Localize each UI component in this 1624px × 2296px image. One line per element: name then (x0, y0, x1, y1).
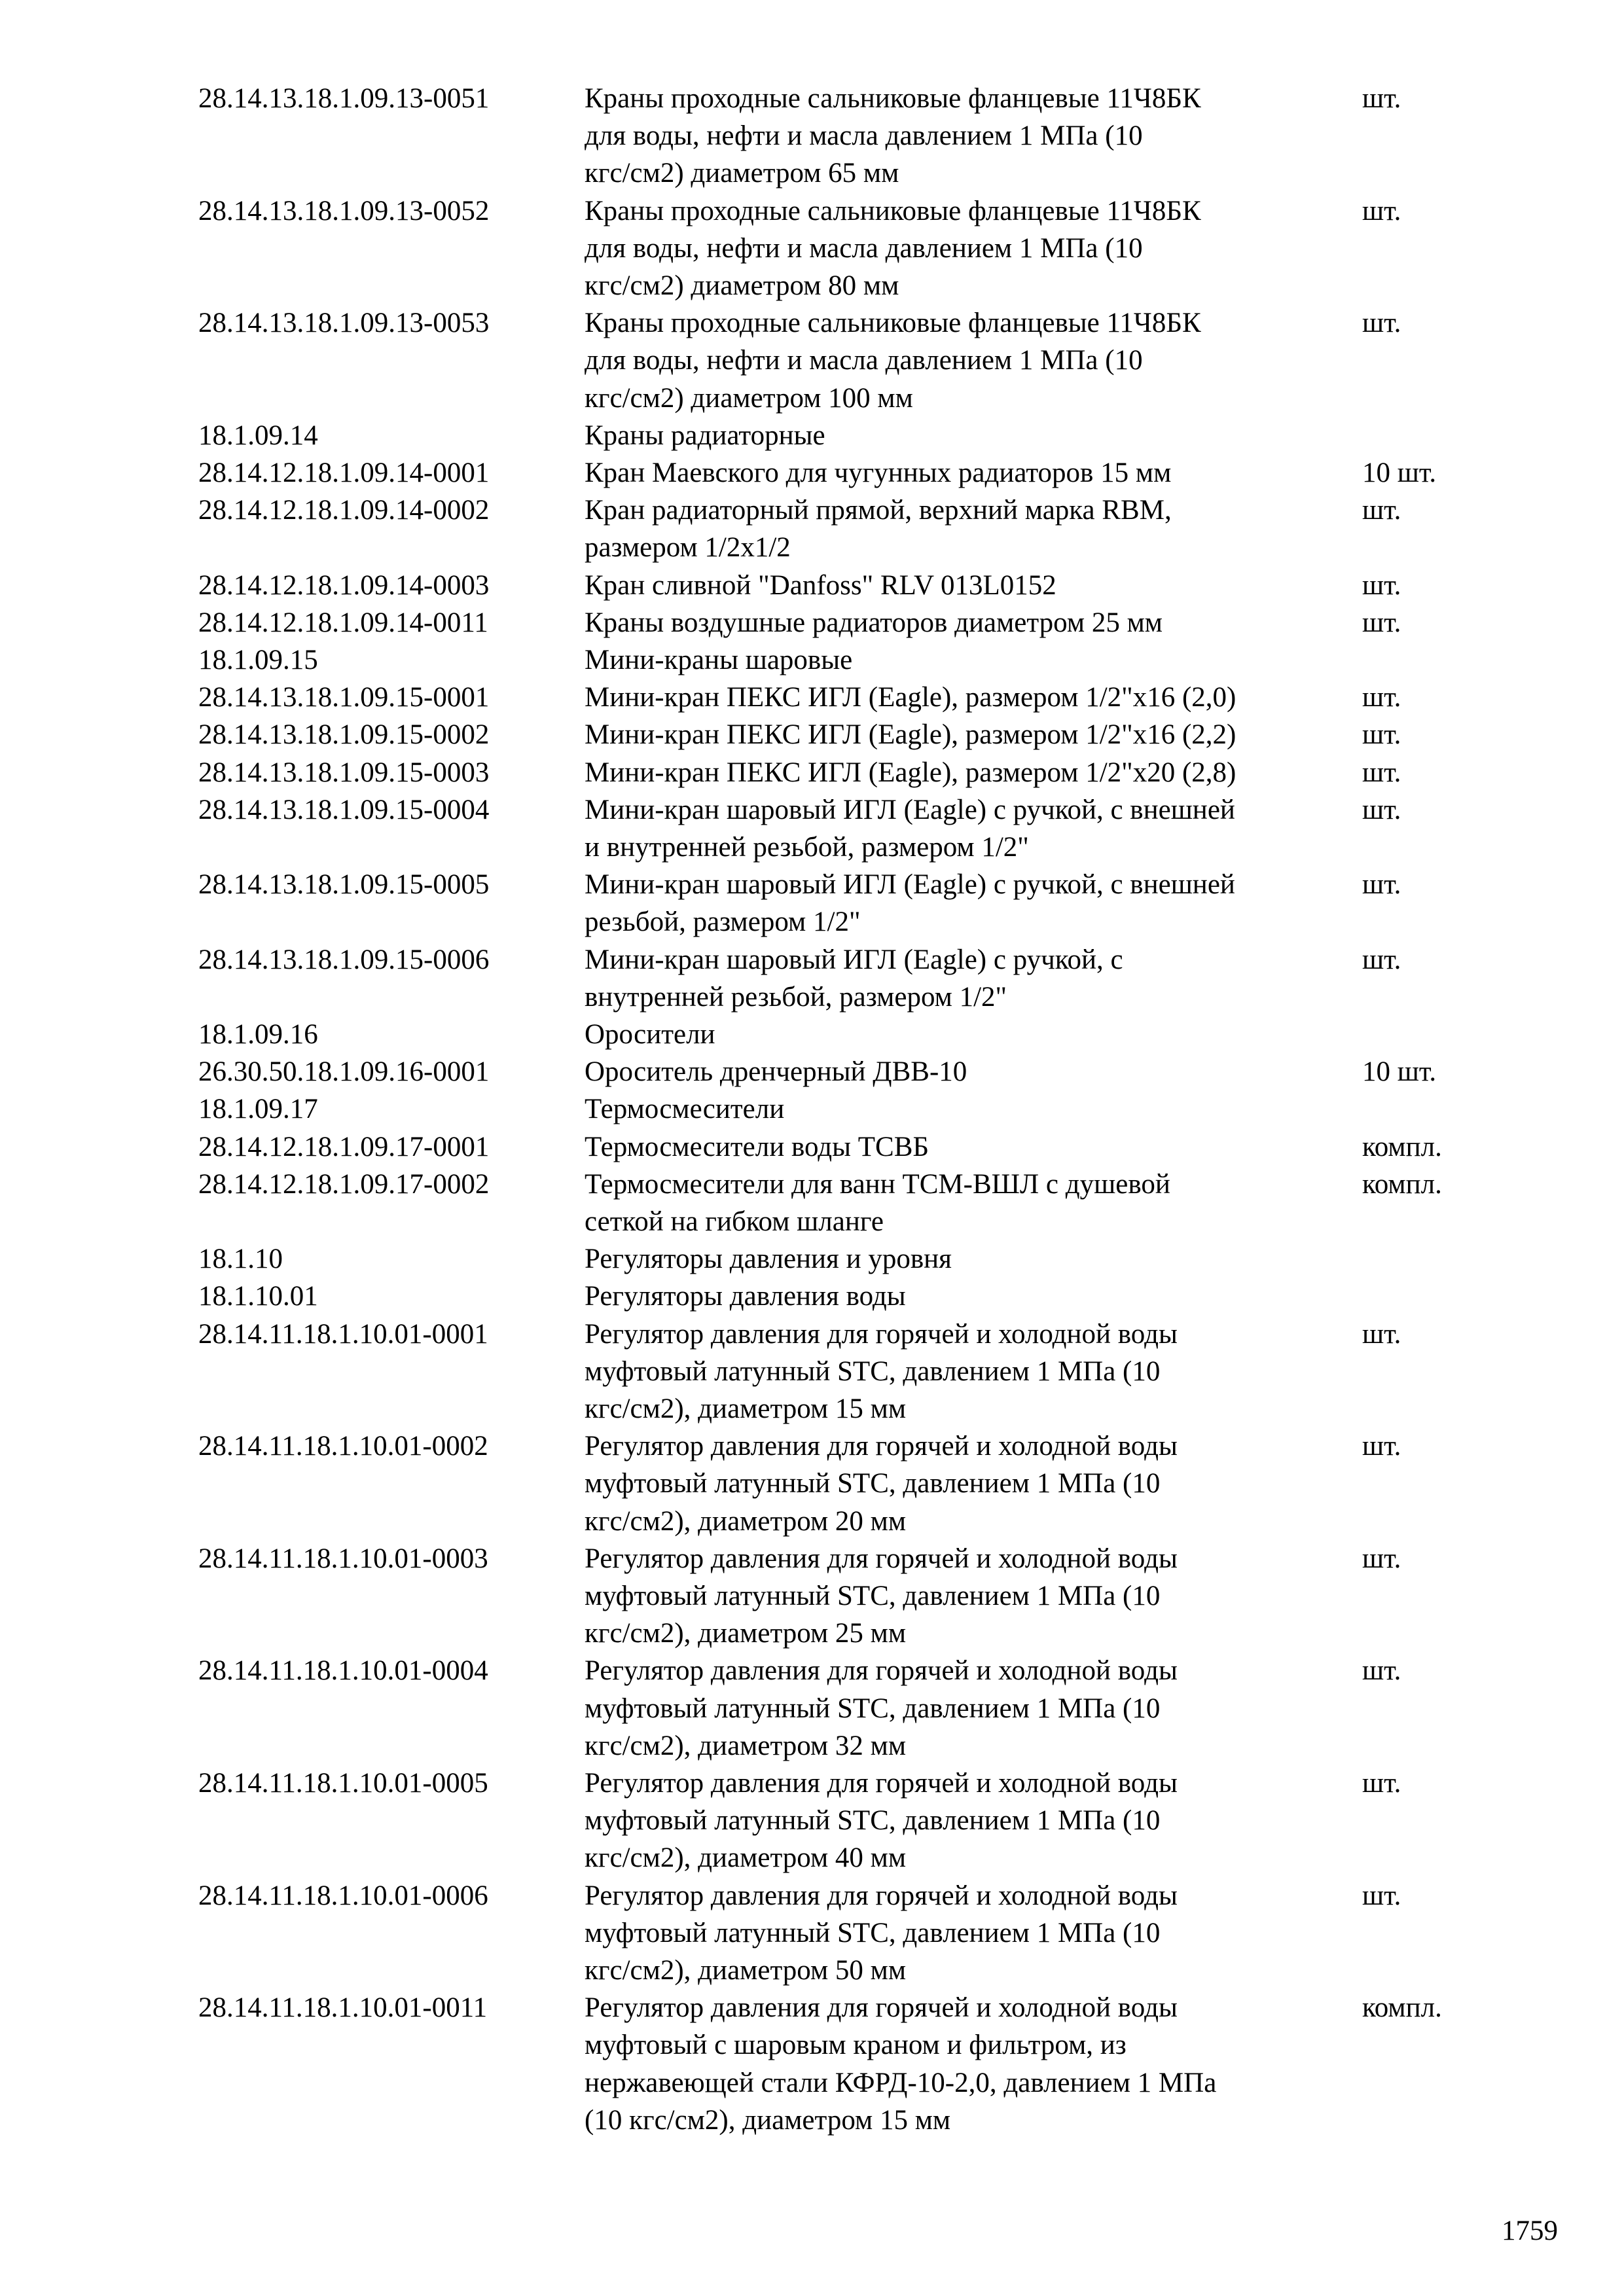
row-name-line: муфтовый латунный STC, давлением 1 МПа (10 (585, 1917, 1161, 1948)
row-name (585, 641, 1360, 679)
row-name (585, 492, 1360, 566)
row-name (585, 1427, 1360, 1540)
row-name (585, 192, 1360, 305)
row-name-line: кгс/см2) диаметром 65 мм (585, 158, 899, 189)
row-code: 28.14.11.18.1.10.01-0006 (198, 1880, 488, 1911)
row-name (585, 791, 1360, 866)
row-code: 28.14.13.18.1.09.15-0004 (198, 794, 490, 825)
row-code: 28.14.13.18.1.09.15-0006 (198, 944, 490, 975)
row-code: 28.14.11.18.1.10.01-0002 (198, 1431, 488, 1462)
row-code: 28.14.12.18.1.09.17-0001 (198, 1131, 490, 1162)
row-name (585, 417, 1360, 454)
row-name-line: для воды, нефти и масла давлением 1 МПа (10 (585, 120, 1143, 152)
row-unit: шт. (1362, 607, 1401, 638)
row-unit: 10 шт. (1362, 457, 1437, 488)
row-unit: шт. (1362, 944, 1401, 975)
row-name-line: Регуляторы давления и уровня (585, 1244, 952, 1275)
row-unit: шт. (1362, 1768, 1401, 1799)
row-code: 28.14.11.18.1.10.01-0011 (198, 1992, 488, 2024)
row-name-line: резьбой, размером 1/2" (585, 906, 861, 938)
row-name-line: Термосмесители для ванн ТСМ-ВШЛ с душевой (585, 1168, 1170, 1200)
row-unit: шт. (1362, 1543, 1401, 1574)
row-name-line: Кран Маевского для чугунных радиаторов 15 мм (585, 457, 1172, 488)
row-name-line: кгс/см2) диаметром 100 мм (585, 382, 913, 414)
row-code: 28.14.12.18.1.09.14-0003 (198, 569, 490, 601)
row-name-line: Мини-кран ПЕКС ИГЛ (Eagle), размером 1/2"х16 (2,0) (585, 682, 1236, 713)
row-name-line: Термосмесители воды ТСВБ (585, 1131, 929, 1162)
row-name-line: муфтовый латунный STC, давлением 1 МПа (10 (585, 1468, 1161, 1499)
row-unit: шт. (1362, 719, 1401, 751)
row-name-line: кгс/см2), диаметром 20 мм (585, 1505, 907, 1537)
row-name-line: Термосмесители (585, 1094, 785, 1125)
row-unit: шт. (1362, 83, 1401, 114)
row-code: 18.1.09.15 (198, 645, 318, 675)
row-name (585, 304, 1360, 417)
row-name-line: Регулятор давления для горячей и холодной воды (585, 1992, 1178, 2024)
row-name (585, 1877, 1360, 1990)
row-name-line: и внутренней резьбой, размером 1/2" (585, 832, 1029, 863)
row-name-line: нержавеющей стали КФРД-10-2,0, давлением 1 МПа (585, 2067, 1217, 2098)
row-name (585, 1540, 1360, 1653)
row-name-line: Кран радиаторный прямой, верхний марка RBM, (585, 495, 1172, 526)
row-name-line: Регуляторы давления воды (585, 1281, 906, 1312)
row-name-line: муфтовый латунный STC, давлением 1 МПа (10 (585, 1581, 1161, 1611)
row-name (585, 1989, 1360, 2139)
row-name-line: Краны проходные сальниковые фланцевые 11Ч8БК (585, 83, 1201, 114)
row-code: 28.14.13.18.1.09.15-0002 (198, 719, 490, 751)
row-code: 28.14.12.18.1.09.14-0002 (198, 495, 490, 526)
row-name (585, 454, 1360, 492)
row-name-line: Мини-кран ПЕКС ИГЛ (Eagle), размером 1/2"х16 (2,2) (585, 719, 1236, 751)
row-code: 18.1.09.14 (198, 420, 318, 451)
row-code: 28.14.11.18.1.10.01-0005 (198, 1768, 488, 1799)
row-code: 28.14.11.18.1.10.01-0003 (198, 1543, 488, 1574)
row-name (585, 1016, 1360, 1053)
row-code: 26.30.50.18.1.09.16-0001 (198, 1056, 490, 1088)
row-name (585, 866, 1360, 941)
page-number: 1759 (1502, 2215, 1558, 2246)
row-name (585, 1166, 1360, 1240)
row-name (585, 1053, 1360, 1090)
row-name-line: Оросители (585, 1019, 715, 1050)
row-name (585, 1128, 1360, 1166)
row-name-line: кгс/см2), диаметром 40 мм (585, 1842, 907, 1874)
row-name (585, 1765, 1360, 1877)
row-name-line: внутренней резьбой, размером 1/2" (585, 981, 1007, 1013)
row-name-line: для воды, нефти и масла давлением 1 МПа (10 (585, 232, 1143, 264)
row-name-line: (10 кгс/см2), диаметром 15 мм (585, 2104, 951, 2136)
row-code: 28.14.12.18.1.09.14-0011 (198, 607, 488, 638)
row-unit: 10 шт. (1362, 1056, 1437, 1088)
row-name-line: Мини-кран шаровый ИГЛ (Eagle) с ручкой, с внешней (585, 794, 1235, 825)
row-name (585, 80, 1360, 192)
row-name-line: муфтовый латунный STC, давлением 1 МПа (10 (585, 1693, 1161, 1724)
row-unit: шт. (1362, 1431, 1401, 1462)
row-name-line: муфтовый с шаровым краном и фильтром, из (585, 2030, 1127, 2061)
row-name (585, 716, 1360, 753)
row-unit: шт. (1362, 869, 1401, 901)
row-name-line: Краны воздушные радиаторов диаметром 25 мм (585, 607, 1163, 638)
row-name-line: Краны радиаторные (585, 420, 825, 451)
row-name (585, 1090, 1360, 1128)
row-name-line: кгс/см2), диаметром 50 мм (585, 1955, 907, 1986)
row-name (585, 1652, 1360, 1765)
row-name (585, 941, 1360, 1016)
row-name (585, 1316, 1360, 1428)
row-code: 28.14.13.18.1.09.13-0052 (198, 195, 490, 226)
row-code: 28.14.13.18.1.09.15-0003 (198, 757, 490, 788)
row-unit: шт. (1362, 682, 1401, 713)
row-unit: шт. (1362, 495, 1401, 526)
row-unit: шт. (1362, 308, 1401, 339)
row-name (585, 754, 1360, 791)
row-code: 28.14.13.18.1.09.15-0005 (198, 869, 490, 901)
row-unit: компл. (1362, 1168, 1442, 1200)
row-name (585, 604, 1360, 641)
row-name-line: Мини-кран шаровый ИГЛ (Eagle) с ручкой, с внешней (585, 869, 1235, 901)
row-unit: шт. (1362, 1655, 1401, 1687)
row-name-line: для воды, нефти и масла давлением 1 МПа (10 (585, 345, 1143, 376)
row-code: 18.1.09.16 (198, 1019, 318, 1050)
row-name-line: кгс/см2), диаметром 15 мм (585, 1393, 907, 1424)
row-unit: шт. (1362, 195, 1401, 226)
row-name-line: муфтовый латунный STC, давлением 1 МПа (10 (585, 1355, 1161, 1387)
row-code: 28.14.12.18.1.09.17-0002 (198, 1168, 490, 1200)
row-code: 18.1.09.17 (198, 1094, 318, 1125)
row-code: 28.14.12.18.1.09.14-0001 (198, 457, 490, 488)
row-unit: шт. (1362, 1318, 1401, 1350)
row-code: 28.14.11.18.1.10.01-0001 (198, 1318, 488, 1350)
row-name-line: Краны проходные сальниковые фланцевые 11Ч8БК (585, 195, 1201, 226)
row-name (585, 567, 1360, 604)
row-code: 18.1.10.01 (198, 1281, 318, 1312)
row-unit: шт. (1362, 794, 1401, 825)
row-name (585, 679, 1360, 716)
row-name-line: сеткой на гибком шланге (585, 1206, 884, 1237)
row-name-line: муфтовый латунный STC, давлением 1 МПа (10 (585, 1805, 1161, 1837)
row-unit: шт. (1362, 569, 1401, 601)
row-unit: компл. (1362, 1131, 1442, 1162)
row-code: 28.14.13.18.1.09.13-0051 (198, 83, 490, 114)
row-code: 28.14.13.18.1.09.15-0001 (198, 682, 490, 713)
row-name-line: кгс/см2) диаметром 80 мм (585, 270, 899, 301)
row-name-line: кгс/см2), диаметром 32 мм (585, 1730, 907, 1761)
row-unit: компл. (1362, 1992, 1442, 2024)
row-name (585, 1278, 1360, 1315)
row-name-line: Ороситель дренчерный ДВВ-10 (585, 1056, 967, 1088)
row-name-line: Мини-кран шаровый ИГЛ (Eagle) с ручкой, с (585, 944, 1123, 975)
row-name (585, 1240, 1360, 1278)
row-name-line: Регулятор давления для горячей и холодной воды (585, 1318, 1178, 1350)
row-name-line: Регулятор давления для горячей и холодной воды (585, 1543, 1178, 1574)
row-name-line: Регулятор давления для горячей и холодной воды (585, 1768, 1178, 1799)
row-name-line: Мини-краны шаровые (585, 645, 853, 675)
row-name-line: Регулятор давления для горячей и холодной воды (585, 1431, 1178, 1462)
row-unit: шт. (1362, 1880, 1401, 1911)
row-name-line: Мини-кран ПЕКС ИГЛ (Eagle), размером 1/2"х20 (2,8) (585, 757, 1236, 788)
row-code: 18.1.10 (198, 1244, 283, 1275)
row-unit: шт. (1362, 757, 1401, 788)
row-code: 28.14.11.18.1.10.01-0004 (198, 1655, 488, 1687)
row-name-line: кгс/см2), диаметром 25 мм (585, 1618, 907, 1649)
row-code: 28.14.13.18.1.09.13-0053 (198, 308, 490, 339)
row-name-line: Краны проходные сальниковые фланцевые 11Ч8БК (585, 308, 1201, 339)
row-name-line: Регулятор давления для горячей и холодной воды (585, 1880, 1178, 1911)
row-name-line: Кран сливной "Danfoss" RLV 013L0152 (585, 569, 1056, 601)
row-name-line: размером 1/2х1/2 (585, 532, 791, 564)
row-name-line: Регулятор давления для горячей и холодной воды (585, 1655, 1178, 1687)
